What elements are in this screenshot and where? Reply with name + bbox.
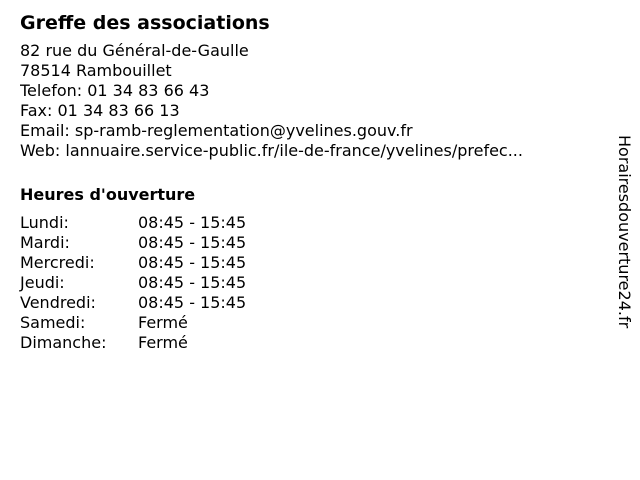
email-link[interactable]: sp-ramb-reglementation@yvelines.gouv.fr — [74, 121, 413, 140]
phone-line — [20, 81, 600, 101]
hours-row-friday — [20, 293, 600, 313]
hours-table — [20, 213, 600, 353]
day-label: Vendredi: — [20, 293, 96, 312]
hours-row-monday — [20, 213, 600, 233]
fax-label: Fax: — [20, 101, 53, 120]
hours-heading: Heures d'ouverture — [20, 185, 196, 204]
fax-number: 01 34 83 66 13 — [57, 101, 180, 120]
day-label: Lundi: — [20, 213, 69, 232]
day-label: Dimanche: — [20, 333, 107, 352]
day-label: Mercredi: — [20, 253, 95, 272]
web-label: Web: — [20, 141, 61, 160]
time-value: 08:45 - 15:45 — [138, 293, 247, 312]
hours-row-tuesday — [20, 233, 600, 253]
phone-number[interactable]: 01 34 83 66 43 — [87, 81, 210, 100]
business-title: Greffe des associations — [20, 12, 270, 34]
time-value: 08:45 - 15:45 — [138, 233, 247, 252]
address-street: 82 rue du Général-de-Gaulle — [20, 41, 249, 60]
web-link[interactable]: lannuaire.service-public.fr/ile-de-france/yvelines/prefec... — [65, 141, 523, 160]
hours-row-thursday — [20, 273, 600, 293]
time-value: 08:45 - 15:45 — [138, 273, 247, 292]
day-label: Mardi: — [20, 233, 70, 252]
business-card — [20, 10, 600, 353]
day-label: Samedi: — [20, 313, 86, 332]
hours-row-saturday — [20, 313, 600, 333]
hours-row-sunday — [20, 333, 600, 353]
phone-label: Telefon: — [20, 81, 83, 100]
time-value: 08:45 - 15:45 — [138, 253, 247, 272]
time-value: Fermé — [138, 333, 188, 352]
email-label: Email: — [20, 121, 70, 140]
time-value: 08:45 - 15:45 — [138, 213, 247, 232]
email-line — [20, 121, 600, 141]
day-label: Jeudi: — [20, 273, 65, 292]
time-value: Fermé — [138, 313, 188, 332]
web-line — [20, 141, 600, 161]
site-watermark: Horairesdouverture24.fr — [615, 135, 634, 329]
address-city: 78514 Rambouillet — [20, 61, 172, 80]
fax-line — [20, 101, 600, 121]
hours-row-wednesday — [20, 253, 600, 273]
